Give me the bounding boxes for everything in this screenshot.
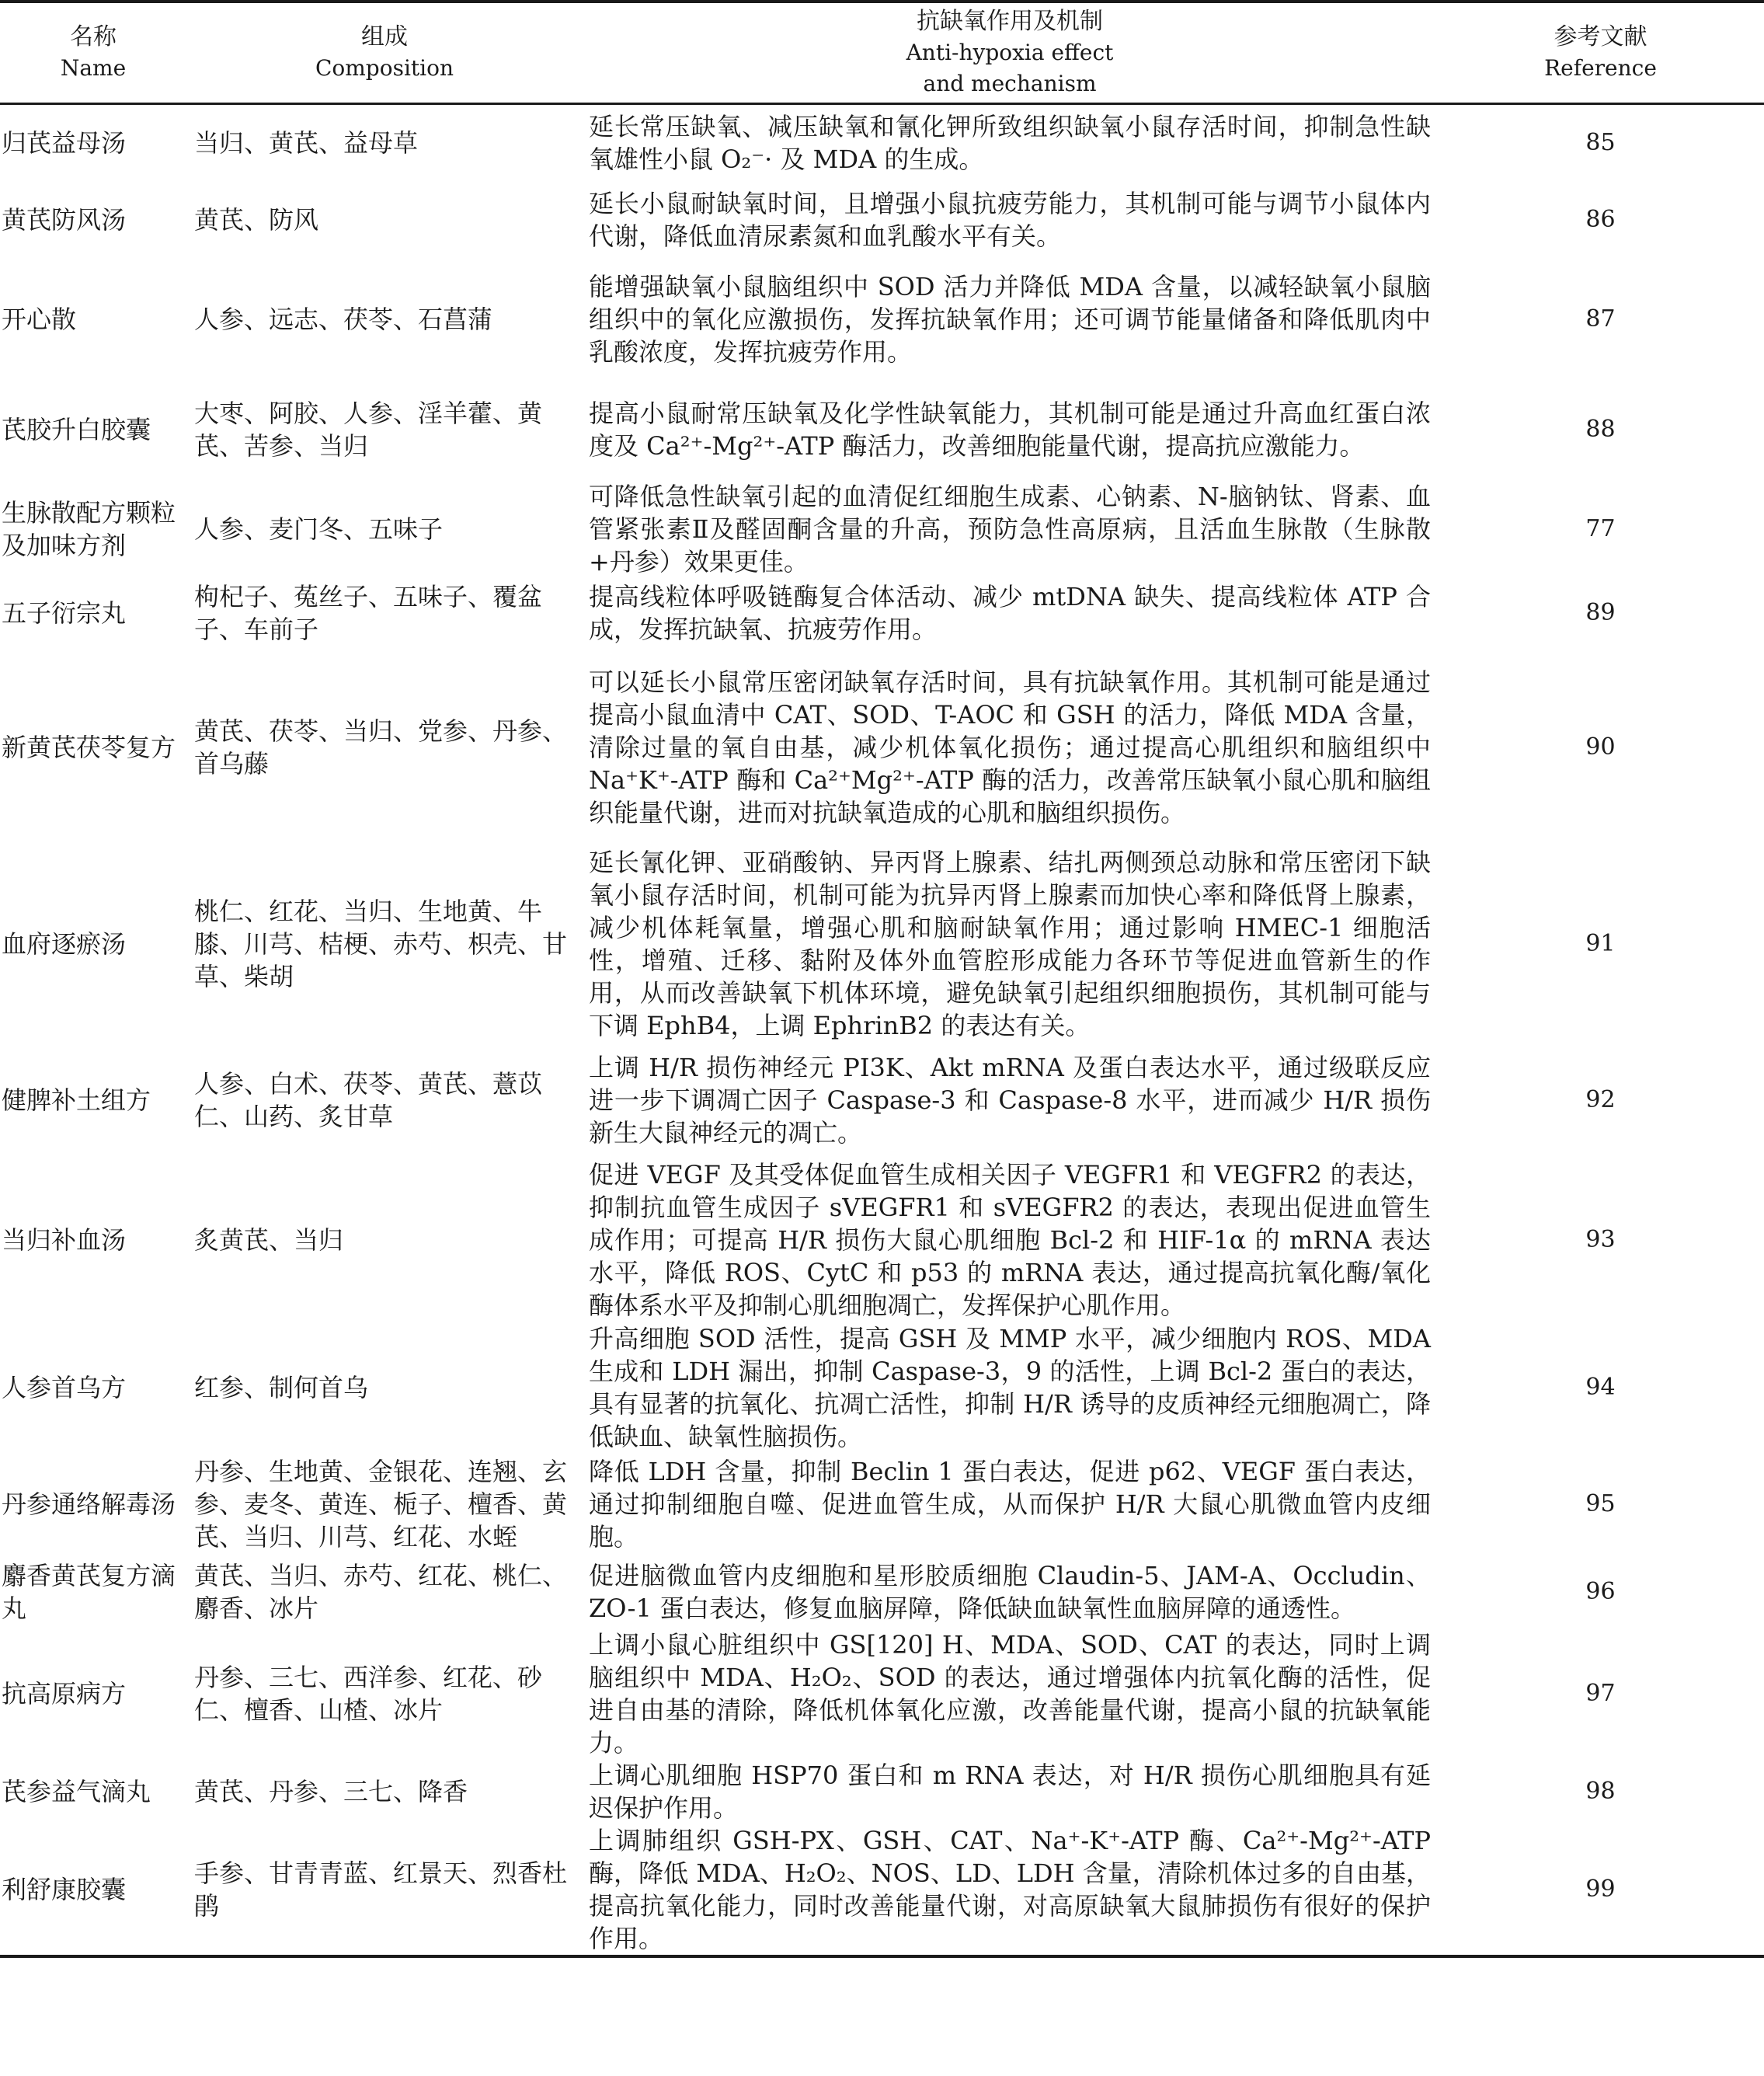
formula-mechanism: 可以延长小鼠常压密闭缺氧存活时间，具有抗缺氧作用。其机制可能是通过提高小鼠血清中 CAT、SOD、T-AOC 和 GSH 的活力，降低 MDA 含量，清除过量的氧自由基，减少机体氧化损伤；通过提高心肌组织和脑组织中 Na⁺K⁺-ATP 酶和 Ca²⁺Mg²⁺-ATP 酶的活力，改善常压缺氧小鼠心肌和脑组织能量代谢，进而对抗缺氧造成的心肌和脑组织损伤。 <box>589 667 1431 827</box>
table-row <box>0 846 1764 1042</box>
formula-mechanism: 延长常压缺氧、减压缺氧和氰化钾所致组织缺氧小鼠存活时间，抑制急性缺氧雄性小鼠 O₂⁻· 及 MDA 的生成。 <box>589 111 1431 174</box>
formula-name: 生脉散配方颗粒及加味方剂 <box>2 498 176 560</box>
formula-name: 归芪益母汤 <box>2 127 127 158</box>
formula-name: 抗高原病方 <box>2 1679 127 1709</box>
formula-mechanism: 促进 VEGF 及其受体促血管生成相关因子 VEGFR1 和 VEGFR2 的表达，抑制抗血管生成因子 sVEGFR1 和 sVEGFR2 的表达，表现出促进血管生成作用；可提高 H/R 损伤大鼠心肌细胞 Bcl-2 和 HIF-1α 的 mRNA 表达水平，降低 ROS、CytC 和 p53 的 mRNA 表达，通过提高抗氧化酶/氧化酶体系水平及抑制心肌细胞凋亡，发挥保护心肌作用。 <box>589 1160 1431 1320</box>
formula-reference: 88 <box>1585 416 1616 443</box>
formula-composition: 枸杞子、菟丝子、五味子、覆盆子、车前子 <box>194 582 543 644</box>
formula-name: 新黄芪茯苓复方 <box>2 732 176 762</box>
formula-name: 芪参益气滴丸 <box>2 1777 151 1806</box>
formula-mechanism: 促进脑微血管内皮细胞和星形胶质细胞 Claudin-5、JAM-A、Occludin、ZO-1 蛋白表达，修复血脑屏障，降低缺血缺氧性血脑屏障的通透性。 <box>589 1560 1431 1623</box>
formula-name: 开心散 <box>2 304 77 334</box>
header-mechanism-en-2: and mechanism <box>923 70 1097 96</box>
table-row <box>0 181 1764 259</box>
formula-composition: 黄芪、防风 <box>194 205 319 235</box>
formula-composition: 手参、甘青青蓝、红景天、烈香杜鹃 <box>186 1824 583 1956</box>
formula-reference: 85 <box>1585 128 1616 156</box>
formula-mechanism: 可降低急性缺氧引起的血清促红细胞生成素、心钠素、N-脑钠钛、肾素、血管紧张素Ⅱ及醛固酮含量的升高，预防急性高原病，且活血生脉散（生脉散+丹参）效果更佳。 <box>589 482 1431 576</box>
header-name <box>0 2 186 103</box>
formula-reference: 94 <box>1585 1374 1616 1401</box>
header-composition <box>186 2 583 103</box>
formula-mechanism: 上调肺组织 GSH-PX、GSH、CAT、Na⁺-K⁺-ATP 酶、Ca²⁺-Mg²⁺-ATP 酶，降低 MDA、H₂O₂、NOS、LD、LDH 含量，清除机体过多的自由基，提高抗氧化能力，同时改善能量代谢，对高原缺氧大鼠肺损伤有很好的保护作用。 <box>583 1824 1437 1956</box>
formula-composition: 丹参、生地黄、金银花、连翘、玄参、麦冬、黄连、栀子、檀香、黄芪、当归、川芎、红花、水蛭 <box>194 1457 568 1552</box>
formula-composition: 丹参、三七、西洋参、红花、砂仁、檀香、山楂、冰片 <box>194 1663 543 1725</box>
formula-composition: 当归、黄芪、益母草 <box>194 127 419 158</box>
formula-mechanism: 提高小鼠耐常压缺氧及化学性缺氧能力，其机制可能是通过升高血红蛋白浓度及 Ca²⁺-Mg²⁺-ATP 酶活力，改善细胞能量代谢，提高抗应激能力。 <box>589 399 1431 461</box>
formula-mechanism: 提高线粒体呼吸链酶复合体活动、减少 mtDNA 缺失、提高线粒体 ATP 合成，发挥抗缺氧、抗疲劳作用。 <box>589 582 1431 644</box>
table-row <box>0 648 1764 846</box>
table-row <box>0 480 1764 578</box>
table-header <box>0 2 1764 103</box>
formula-name: 芪胶升白胶囊 <box>2 415 151 444</box>
formula-composition: 人参、麦门冬、五味子 <box>194 514 444 544</box>
header-reference-en: Reference <box>1544 54 1657 81</box>
formula-composition: 人参、远志、茯苓、石菖蒲 <box>194 304 493 334</box>
table-row <box>0 1628 1764 1759</box>
table-body <box>0 103 1764 1956</box>
header-composition-en: Composition <box>315 54 454 81</box>
formula-reference: 87 <box>1585 305 1616 333</box>
formula-reference: 77 <box>1585 515 1616 542</box>
header-name-zh: 名称 <box>70 23 117 51</box>
formula-name: 麝香黄芪复方滴丸 <box>2 1560 176 1623</box>
formula-reference: 93 <box>1585 1226 1616 1253</box>
formula-name: 利舒康胶囊 <box>0 1824 186 1956</box>
formula-reference: 97 <box>1585 1680 1616 1707</box>
header-reference <box>1437 2 1764 103</box>
formula-name: 健脾补土组方 <box>2 1085 151 1115</box>
formula-reference: 91 <box>1585 930 1616 957</box>
table-row <box>0 578 1764 648</box>
table-row <box>0 1322 1764 1454</box>
table-row <box>0 103 1764 181</box>
header-mechanism <box>583 2 1437 103</box>
formula-mechanism: 延长氰化钾、亚硝酸钠、异丙肾上腺素、结扎两侧颈总动脉和常压密闭下缺氧小鼠存活时间，机制可能为抗异丙肾上腺素而加快心率和降低肾上腺素，减少机体耗氧量，增强心肌和脑耐缺氧作用；通过影响 HMEC-1 细胞活性，增殖、迁移、黏附及体外血管腔形成能力各环节等促进血管新生的作用，从而改善缺氧下机体环境，避免缺氧引起组织细胞损伤，其机制可能与下调 EphB4，上调 EphrinB2 的表达有关。 <box>589 848 1431 1040</box>
formula-reference: 95 <box>1585 1490 1616 1517</box>
formula-name: 五子衍宗丸 <box>2 598 127 628</box>
formula-composition: 桃仁、红花、当归、生地黄、牛膝、川芎、桔梗、赤芍、枳壳、甘草、柴胡 <box>194 897 568 991</box>
formula-composition: 红参、制何首乌 <box>194 1373 369 1402</box>
formula-composition: 黄芪、当归、赤芍、红花、桃仁、麝香、冰片 <box>194 1560 568 1623</box>
table-row <box>0 1759 1764 1824</box>
table-row <box>0 1454 1764 1555</box>
table-row <box>0 1824 1764 1956</box>
formula-composition: 黄芪、茯苓、当归、党参、丹参、首乌藤 <box>194 716 568 778</box>
formula-reference: 90 <box>1585 733 1616 761</box>
table-row <box>0 1158 1764 1322</box>
formula-mechanism: 延长小鼠耐缺氧时间，且增强小鼠抗疲劳能力，其机制可能与调节小鼠体内代谢，降低血清尿素氮和血乳酸水平有关。 <box>589 189 1431 251</box>
table-row <box>0 379 1764 480</box>
formula-reference: 96 <box>1585 1577 1616 1605</box>
formula-reference: 98 <box>1585 1778 1616 1805</box>
formula-composition: 人参、白术、茯苓、黄芪、薏苡仁、山药、炙甘草 <box>194 1069 543 1131</box>
table-row <box>0 1555 1764 1628</box>
formula-reference: 99 <box>1437 1824 1764 1956</box>
formula-mechanism: 升高细胞 SOD 活性，提高 GSH 及 MMP 水平，减少细胞内 ROS、MDA 生成和 LDH 漏出，抑制 Caspase-3，9 的活性，上调 Bcl-2 蛋白的表达，具有显著的抗氧化、抗凋亡活性，抑制 H/R 诱导的皮质神经元细胞凋亡，降低缺血、缺氧性脑损伤。 <box>589 1324 1431 1451</box>
formula-composition: 炙黄芪、当归 <box>194 1225 344 1255</box>
header-mechanism-zh: 抗缺氧作用及机制 <box>917 7 1103 35</box>
formula-name: 人参首乌方 <box>2 1373 127 1402</box>
formula-mechanism: 降低 LDH 含量，抑制 Beclin 1 蛋白表达，促进 p62、VEGF 蛋白表达，通过抑制细胞自噬、促进血管生成，从而保护 H/R 大鼠心肌微血管内皮细胞。 <box>589 1457 1431 1552</box>
formula-name: 黄芪防风汤 <box>2 205 127 235</box>
formula-reference: 86 <box>1585 206 1616 233</box>
header-composition-zh: 组成 <box>361 23 408 51</box>
formula-mechanism: 能增强缺氧小鼠脑组织中 SOD 活力并降低 MDA 含量，以减轻缺氧小鼠脑组织中的氧化应激损伤，发挥抗缺氧作用；还可调节能量储备和降低肌肉中乳酸浓度，发挥抗疲劳作用。 <box>589 271 1431 367</box>
table-row <box>0 1042 1764 1158</box>
formula-name: 当归补血汤 <box>2 1225 127 1255</box>
formula-name: 丹参通络解毒汤 <box>2 1489 176 1519</box>
header-row <box>0 2 1764 103</box>
formula-composition: 大枣、阿胶、人参、淫羊藿、黄芪、苦参、当归 <box>194 399 543 461</box>
table-row <box>0 259 1764 379</box>
formula-mechanism: 上调心肌细胞 HSP70 蛋白和 m RNA 表达，对 H/R 损伤心肌细胞具有延迟保护作用。 <box>589 1761 1431 1823</box>
formula-mechanism: 上调 H/R 损伤神经元 PI3K、Akt mRNA 及蛋白表达水平，通过级联反应进一步下调凋亡因子 Caspase-3 和 Caspase-8 水平，进而减少 H/R 损伤新生大鼠神经元的凋亡。 <box>589 1053 1431 1148</box>
header-reference-zh: 参考文献 <box>1554 23 1647 51</box>
formula-reference: 89 <box>1585 599 1616 626</box>
header-mechanism-en-1: Anti-hypoxia effect <box>906 39 1114 65</box>
formula-mechanism: 上调小鼠心脏组织中 GS[120] H、MDA、SOD、CAT 的表达，同时上调脑组织中 MDA、H₂O₂、SOD 的表达，通过增强体内抗氧化酶的活性，促进自由基的清除，降低机体氧化应激，改善能量代谢，提高小鼠的抗缺氧能力。 <box>589 1630 1431 1757</box>
formula-composition: 黄芪、丹参、三七、降香 <box>194 1777 468 1806</box>
formula-name: 血府逐瘀汤 <box>2 929 127 959</box>
header-name-en: Name <box>60 54 127 81</box>
formula-reference: 92 <box>1585 1086 1616 1113</box>
